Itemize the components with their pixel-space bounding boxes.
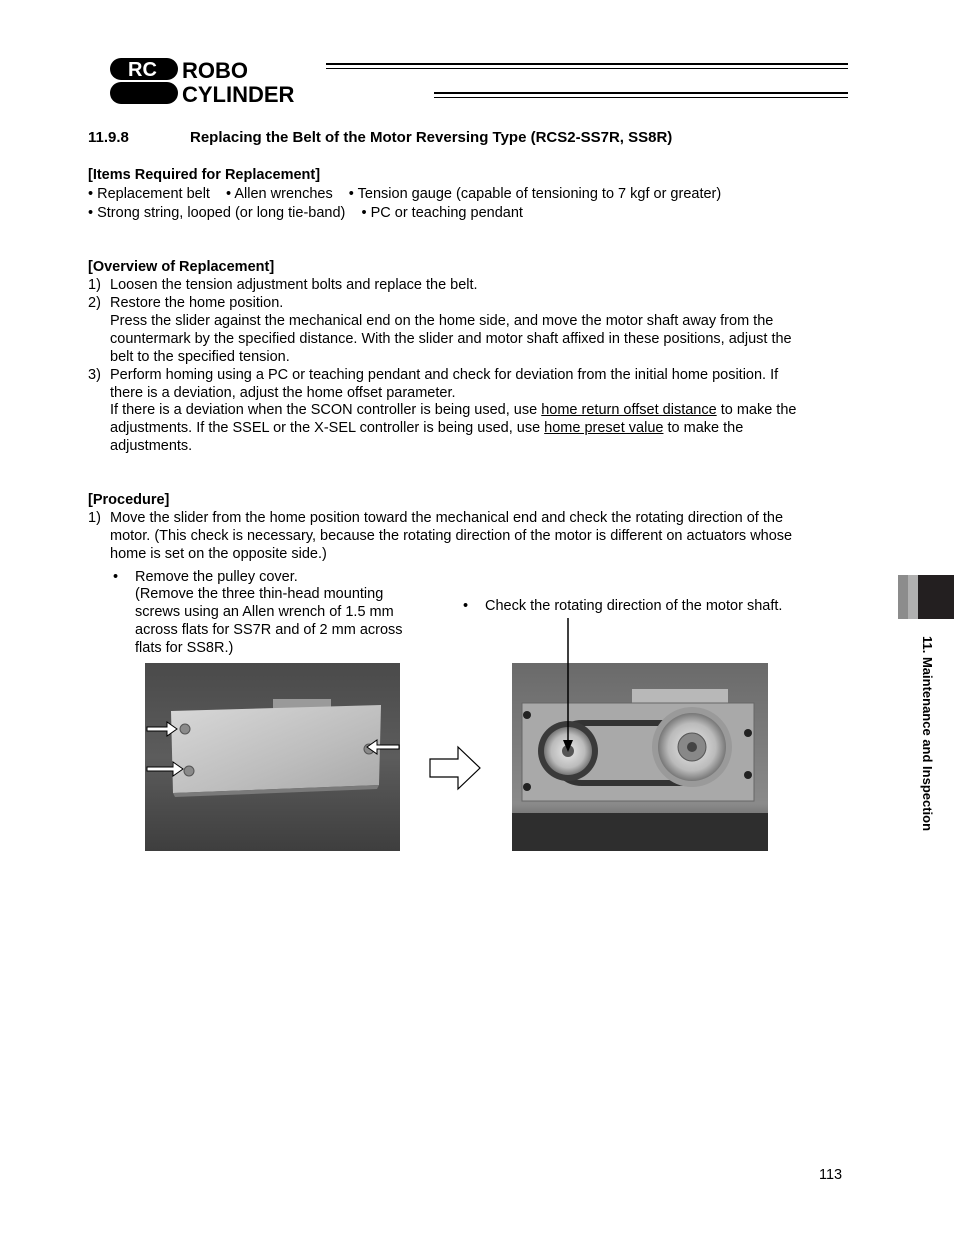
svg-text:RC: RC — [128, 59, 157, 81]
screw-arrow-icons — [145, 717, 401, 787]
arrow-right-icon — [147, 722, 177, 736]
overview-step-1: Loosen the tension adjustment bolts and replace the belt. — [110, 277, 478, 293]
overview-step-3-line-4: adjustments. If the SSEL or the X-SEL controller is being used, use home preset value to make the — [110, 420, 744, 436]
motor-shaft-pointer — [560, 618, 576, 754]
side-tab-block — [918, 575, 954, 619]
section-number: 11.9.8 — [88, 129, 129, 146]
arrow-right-icon — [147, 762, 183, 776]
svg-text:CYLINDER: CYLINDER — [182, 82, 295, 106]
home-preset-value-link: home preset value — [544, 420, 664, 436]
overview-step-3-number: 3) — [88, 367, 101, 383]
remove-cover-line-1: Remove the pulley cover. — [135, 569, 298, 585]
remove-cover-line-3: screws using an Allen wrench of 1.5 mm — [135, 604, 394, 620]
arrow-left-icon — [367, 740, 399, 754]
header-rule-thin — [326, 68, 848, 69]
procedure-step-1: Move the slider from the home position toward the mechanical end and check the rotating direction of the — [110, 510, 784, 526]
overview-step-3-line-5: adjustments. — [110, 438, 193, 454]
procedure-step-1-line-2: motor. (This check is necessary, because the rotating direction of the motor is different on actuators whose — [110, 528, 793, 544]
overview-step-3: Perform homing using a PC or teaching pendant and check for deviation from the initial home position. If — [110, 367, 779, 383]
header-rule-thin-2 — [434, 97, 848, 98]
overview-step-2-number: 2) — [88, 295, 101, 311]
procedure-step-1-number: 1) — [88, 510, 101, 526]
side-tab-shade-2 — [908, 575, 918, 619]
section-title: Replacing the Belt of the Motor Reversing Type (RCS2-SS7R, SS8R) — [190, 129, 673, 146]
procedure-step-1-line-3: home is set on the opposite side.) — [110, 546, 327, 562]
overview-step-2-line-3: countermark by the specified distance. With the slider and motor shaft affixed in these positions, adjust the — [110, 331, 792, 347]
overview-step-2-line-4: belt to the specified tension. — [110, 349, 290, 365]
page-number: 113 — [819, 1167, 843, 1183]
header-rule-thick — [326, 63, 848, 65]
bullet-right: • — [463, 598, 469, 614]
motor-shaft-photo — [512, 663, 768, 851]
svg-text:ROBO: ROBO — [182, 58, 248, 83]
remove-cover-line-2: (Remove the three thin-head mounting — [135, 586, 384, 602]
home-return-offset-link: home return offset distance — [541, 402, 717, 418]
side-tab-shade-1 — [898, 575, 908, 619]
section-heading — [88, 129, 672, 146]
chapter-side-label: 11. Maintenance and Inspection — [920, 636, 935, 832]
remove-cover-line-5: flats for SS8R.) — [135, 640, 234, 656]
items-required-heading: [Items Required for Replacement] — [88, 167, 321, 183]
items-required-line-1: • Replacement belt • Allen wrenches • Tension gauge (capable of tensioning to 7 kgf or greater) — [88, 186, 722, 202]
overview-step-3-line-3: If there is a deviation when the SCON controller is being used, use home return offset distance to make the — [110, 402, 797, 418]
remove-cover-line-4: across flats for SS7R and of 2 mm across — [135, 622, 403, 638]
overview-step-1-number: 1) — [88, 277, 101, 293]
header-rule-thick-2 — [434, 92, 848, 94]
procedure-heading: [Procedure] — [88, 492, 170, 508]
overview-step-2-line-2: Press the slider against the mechanical end on the home side, and move the motor shaft away from the — [110, 313, 774, 329]
items-required-line-2: • Strong string, looped (or long tie-band) • PC or teaching pendant — [88, 205, 523, 221]
overview-step-3-line-2: there is a deviation, adjust the home offset parameter. — [110, 385, 456, 401]
check-rotation-text: Check the rotating direction of the motor shaft. — [485, 598, 783, 614]
next-step-arrow-icon — [428, 745, 482, 791]
overview-step-2: Restore the home position. — [110, 295, 284, 311]
bullet-left: • — [113, 569, 119, 585]
overview-heading: [Overview of Replacement] — [88, 259, 275, 275]
